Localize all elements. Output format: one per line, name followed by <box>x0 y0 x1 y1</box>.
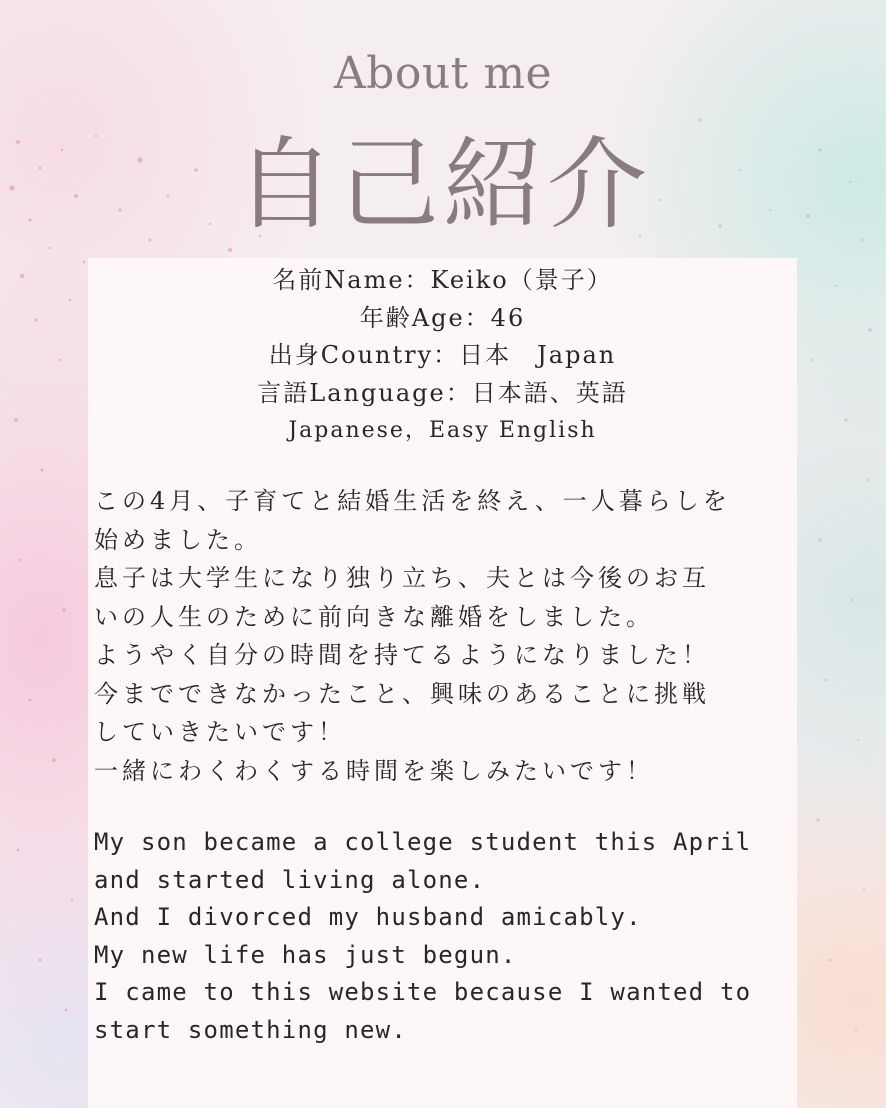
profile-name: 名前Name：Keiko（景子） <box>272 266 613 294</box>
intro-jp-line: 息子は大学生になり独り立ち、夫とは今後のお互 <box>94 564 710 592</box>
intro-text-japanese <box>94 482 794 790</box>
profile-age: 年齢Age：46 <box>359 303 526 332</box>
intro-en-line: and started living alone. <box>94 865 486 894</box>
intro-en-line: I came to this website because I wanted to <box>94 978 752 1007</box>
profile-card <box>88 258 797 1108</box>
intro-jp-line: いの人生のために前向きな離婚をしました。 <box>94 602 654 631</box>
intro-en-line: And I divorced my husband amicably. <box>94 903 642 932</box>
intro-jp-line: 始めました。 <box>94 525 262 554</box>
profile-country: 出身Country：日本 Japan <box>268 341 617 369</box>
about-me-heading: About me <box>333 48 553 99</box>
intro-jp-line: していきたいです！ <box>94 718 346 746</box>
intro-en-line: start something new. <box>94 1015 407 1044</box>
intro-jp-line: 一緒にわくわくする時間を楽しみたいです！ <box>94 756 654 785</box>
profile-language-sub: Japanese，Easy English <box>288 418 597 443</box>
intro-jp-line: ようやく自分の時間を持てるようになりました！ <box>94 641 710 669</box>
intro-en-line: My new life has just begun. <box>94 940 517 969</box>
intro-text-english <box>94 824 794 1050</box>
intro-jp-line: 今までできなかったこと、興味のあることに挑戦 <box>94 679 710 708</box>
intro-jp-line: この4月、子育てと結婚生活を終え、一人暮らしを <box>94 487 731 515</box>
profile-language: 言語Language：日本語、英語 <box>257 378 628 407</box>
profile-details <box>88 262 797 450</box>
intro-en-line: My son became a college student this April <box>94 828 752 856</box>
page-title-jp: 自己紹介 <box>235 126 651 243</box>
